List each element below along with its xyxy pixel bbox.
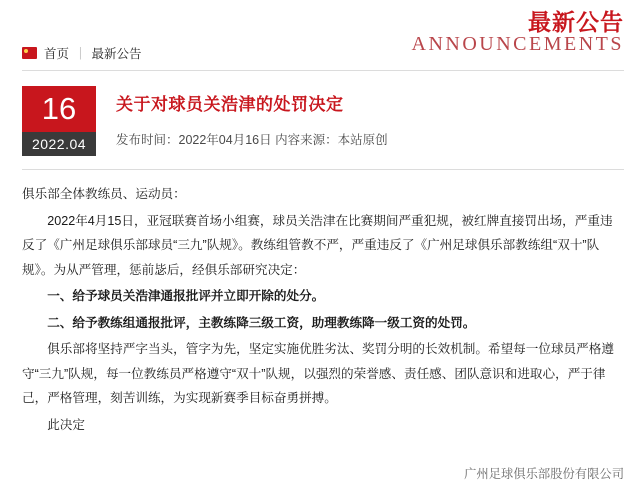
date-day: 16 [22,86,96,132]
breadcrumb-home[interactable]: 首页 [44,47,70,61]
date-badge [22,86,96,156]
page-title: 关于对球员关浩津的处罚决定 [116,95,344,114]
date-month: 2022.04 [22,132,96,156]
signature: 广州足球俱乐部股份有限公司 [464,467,624,481]
breadcrumb [22,44,142,62]
paragraph: 俱乐部将坚持严字当头，管字为先，坚定实施优胜劣汰、奖罚分明的长效机制。希望每一位球员严格遵守“三九”队规，每一位教练员严格遵守“双十”队规，以强烈的荣誉感、责任感、团队意识和进取心，严于律己，严格管理，刻苦训练，为实现新赛季目标奋勇拼搏。 [22,342,614,406]
header-divider [22,70,624,71]
paragraph: 俱乐部全体教练员、运动员： [22,187,186,201]
breadcrumb-current[interactable]: 最新公告 [91,47,142,61]
article-header [22,86,624,164]
paragraph: 此决定 [47,417,85,432]
header-title-cn: 最新公告 [528,9,624,35]
header-title-en: ANNOUNCEMENTS [411,33,624,55]
site-header [0,0,640,72]
paragraph: 二、给予教练组通报批评，主教练降三级工资，助理教练降一级工资的处罚。 [47,315,476,330]
article-body [22,182,624,437]
paragraph: 一、给予球员关浩津通报批评并立即开除的处分。 [47,289,325,304]
article-meta: 发布时间：2022年04月16日 内容来源：本站原创 [116,133,388,147]
flag-icon [22,47,37,59]
paragraph: 2022年4月15日，亚冠联赛首场小组赛，球员关浩津在比赛期间严重犯规，被红牌直接罚出场，严重违反了《广州足球俱乐部球员“三九”队规》。教练组管教不严，严重违反了《广州足球俱乐部教练组“双十”队规》。为从严管理，惩前毖后，经俱乐部研究决定： [22,213,613,277]
breadcrumb-separator: ｜ [74,47,87,61]
title-divider [22,169,624,170]
